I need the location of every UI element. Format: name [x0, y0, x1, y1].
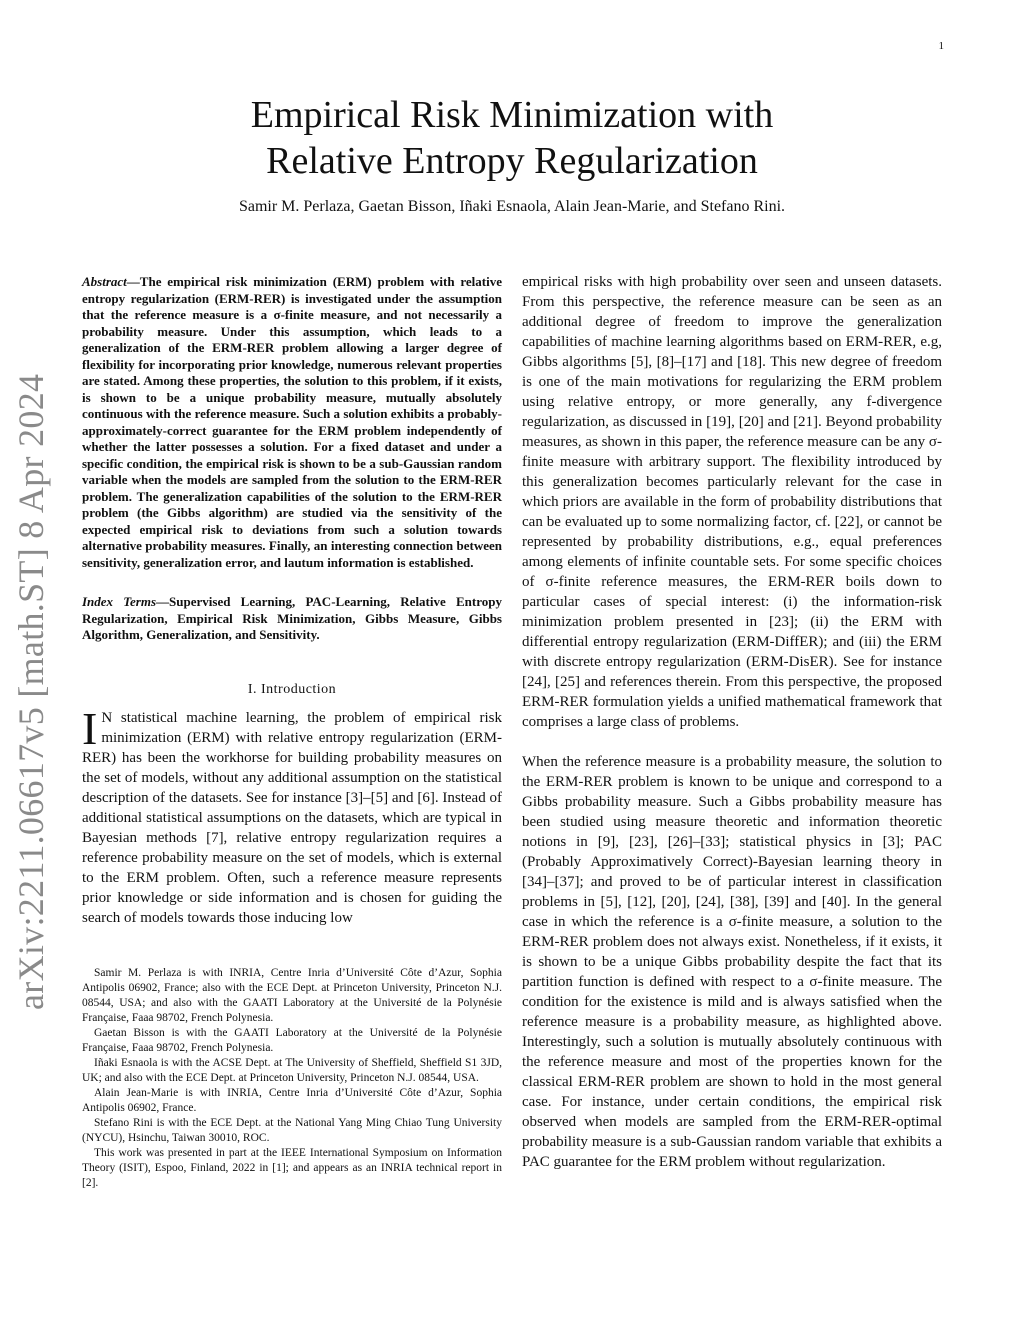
footnote-esnaola: Iñaki Esnaola is with the ACSE Dept. at The University of Sheffield, Sheffield S1 3JD, UK; and also with the ECE Dept. at Princeton University, Princeton N.J. 08544, USA. [82, 1056, 502, 1084]
abstract-label: Abstract [82, 274, 127, 289]
footnote-jean-marie: Alain Jean-Marie is with INRIA, Centre Inria d’Université Côte d’Azur, Sophia Antipolis 06902, France. [82, 1086, 502, 1114]
body-paragraph: When the reference measure is a probability measure, the solution to the ERM-RER problem is known to be unique and correspond to a Gibbs probability measure. Such a Gibbs probability measure has been studied using measure theoretic and information theoretic notions in [9], [23], [26]–[33]; statistical physics in [3]; PAC (Probably Approximatively Correct)-Bayesian learning theory in [34]–[37]; and proved to be of particular interest in classification problems in [5], [12], [20], [24], [38], [39] and [40]. In the general case in which the reference is a σ-finite measure, a solution to the ERM-RER problem does not always exist. Nonetheless, if it exists, it is shown to be a unique Gibbs probability despite the fact that its partition function is defined with respect to a σ-finite measure. The condition for the existence is mild and is always satisfied when the reference measure is a probability measure, as highlighted above. Interestingly, such a solution is mutually absolutely continuous with the reference measure and most of the properties known for the classical ERM-RER problem are shown to hold in the most general case. For instance, under certain conditions, the empirical risk observed when models are sampled from the ERM-RER-optimal probability measure is a sub-Gaussian random variable that exhibits a PAC guarantee for the ERM problem without regularization. [522, 754, 942, 1170]
section-heading-introduction: I. Introduction [247, 681, 337, 697]
abstract [82, 274, 502, 571]
paper-title [0, 92, 1024, 184]
page-number: 1 [938, 40, 944, 52]
footnote-perlaza: Samir M. Perlaza is with INRIA, Centre Inria d’Université Côte d’Azur, Sophia Antipolis 06902, France; also with the ECE Dept. at Princeton University, Princeton N.J. 08544, USA; and also with the GAATI Laboratory at the Université de la Polynésie Française, Faaa 98702, French Polynesia. [82, 966, 502, 1024]
index-terms-label: Index Terms [82, 594, 157, 609]
footnote-bisson: Gaetan Bisson is with the GAATI Laboratory at the Université de la Polynésie Française, Faaa 98702, French Polynesia. [82, 1026, 502, 1054]
introduction-text: N statistical machine learning, the problem of empirical risk minimization (ERM) with relative entropy regularization (ERM-RER) has been the workhorse for building probability measures on the set of models, without any additional assumption on the statistical description of the datasets. See for instance [3]–[5] and [6]. Instead of additional statistical assumptions on the datasets, which are typical in Bayesian methods [7], relative entropy regularization requires a reference probability measure on the set of models, which is external to the ERM problem. Often, such a reference measure represents prior knowledge or side information and is chosen for guiding the search of models towards those inducing low [82, 709, 502, 926]
left-column [82, 274, 502, 1191]
introduction-paragraph [82, 702, 502, 928]
footnote-publication-note: This work was presented in part at the IEEE International Symposium on Information Theory (ISIT), Espoo, Finland, 2022 in [1]; and appears as an INRIA technical report in [2]. [82, 1146, 502, 1189]
index-terms [82, 594, 502, 644]
right-column [522, 272, 942, 1172]
abstract-text: —The empirical risk minimization (ERM) problem with relative entropy regularization (ERM-RER) is investigated under the assumption that the reference measure is a σ-finite measure, and not necessarily a probability measure. Under this assumption, which leads to a generalization of the ERM-RER problem allowing a larger degree of flexibility for incorporating prior knowledge, numerous relevant properties are stated. Among these properties, the solution to this problem, if it exists, is shown to be a unique probability measure, mutually absolutely continuous with the reference measure. Such a solution exhibits a probably-approximately-correct guarantee for the ERM problem independently of whether the latter possesses a solution. For a fixed dataset and under a specific condition, the empirical risk is shown to be a sub-Gaussian random variable when the models are sampled from the solution to the ERM-RER problem. The generalization capabilities of the solution to the ERM-RER problem (the Gibbs algorithm) are studied via the sensitivity of the expected empirical risk to deviations from such a solution towards alternative probability measures. Finally, an interesting connection between sensitivity, generalization error, and lautum information is established. [82, 274, 502, 570]
arxiv-identifier-stamp: arXiv:2211.06617v5 [math.ST] 8 Apr 2024 [11, 373, 51, 1010]
author-list: Samir M. Perlaza, Gaetan Bisson, Iñaki Esnaola, Alain Jean-Marie, and Stefano Rini. [238, 198, 786, 215]
body-paragraph: empirical risks with high probability over seen and unseen datasets. From this perspective, the reference measure can be seen as an additional degree of freedom to improve the generalization capabilities of machine learning algorithms based on ERM-RER, e.g, Gibbs algorithms [5], [8]–[17] and [18]. This new degree of freedom is one of the main motivations for regularizing the ERM problem using relative entropy, or more generally, any f-divergence regularization, as discussed in [19], [20] and [21]. Beyond probability measures, as shown in this paper, the reference measure can be any σ-finite measure with arbitrary support. The flexibility introduced by this generalization becomes particularly relevant for the case in which priors are available in the form of probability distributions that can be evaluated up to some normalizing factor, cf. [22], or cannot be represented by probability distributions, e.g., equal preferences among elements of infinite countable sets. For some specific choices of σ-finite reference measures, the ERM-RER boils down to particular cases of special interest: (i) the information-risk minimization problem presented in [23]; (ii) the ERM with differential entropy regularization (ERM-DiffER); and (iii) the ERM with discrete entropy regularization (ERM-DisER). See for instance [24], [25] and references therein. From this perspective, the proposed ERM-RER formulation yields a unified mathematical framework that comprises a large class of problems. [522, 274, 942, 730]
title-line-2: Relative Entropy Regularization [266, 140, 758, 182]
title-line-1: Empirical Risk Minimization with [250, 94, 774, 136]
author-footnotes [82, 966, 502, 1191]
drop-cap: I [82, 702, 98, 754]
index-terms-text: —Supervised Learning, PAC-Learning, Relative Entropy Regularization, Empirical Risk Minimization, Gibbs Measure, Gibbs Algorithm, Generalization, and Sensitivity. [82, 594, 502, 642]
footnote-rini: Stefano Rini is with the ECE Dept. at the National Yang Ming Chiao Tung University (NYCU), Hsinchu, Taiwan 30010, ROC. [82, 1116, 502, 1144]
